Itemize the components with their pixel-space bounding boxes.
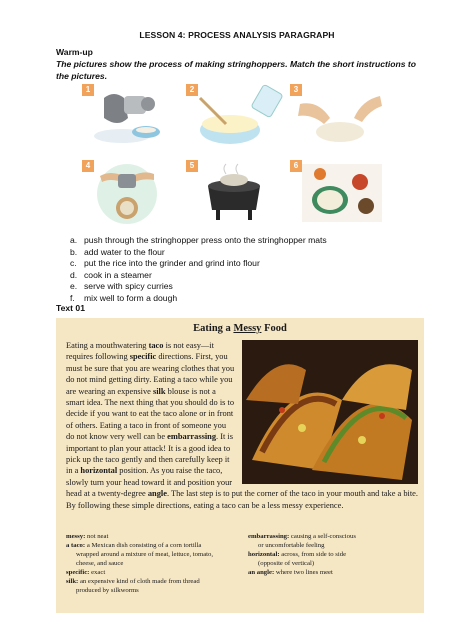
glossary-def: not neat [87, 533, 109, 540]
figure-3 [290, 84, 390, 148]
figure-number: 6 [290, 160, 302, 172]
taco-photo [242, 340, 418, 484]
serving-plate-icon [290, 160, 390, 224]
glossary-def: causing a self-conscious [290, 533, 356, 540]
figure-number: 1 [82, 84, 94, 96]
warmup-instruction: The pictures show the process of making stringhoppers. Match the short instructions to the pictures. [56, 59, 417, 81]
list-item [70, 281, 327, 293]
list-item [70, 270, 327, 282]
item-letter: a. [70, 235, 78, 245]
keyword-specific: specific [129, 352, 157, 362]
figure-1 [82, 84, 182, 148]
body-text: is not easy—it requires following [66, 341, 214, 362]
item-letter: b. [70, 246, 78, 257]
figure-6 [290, 160, 390, 224]
glossary-def-cont: produced by silkworms [76, 587, 139, 594]
mix-dough-icon [290, 84, 390, 148]
glossary-term: messy: [66, 533, 86, 540]
body-text: position. As you raise the taco, slowly turn your head toward it and position your head at a twenty-degree [66, 466, 233, 499]
item-text: add water to the flour [84, 246, 165, 257]
figure-number: 4 [82, 160, 94, 172]
body-text: directions. First, you must be sure that you are wearing clothes that you do not mind getting dirty. Eating a taco while you are wearing an expensive [66, 352, 235, 396]
glossary-entry [248, 568, 418, 577]
text-01-label: Text 01 [56, 303, 85, 313]
article-title [56, 323, 424, 334]
figure-2 [186, 84, 286, 148]
glossary-def-cont: cheese, and sauce [76, 560, 124, 567]
grinder-icon [82, 84, 182, 148]
taco-image [242, 340, 418, 484]
item-letter: c. [70, 258, 77, 269]
glossary-term: silk: [66, 578, 79, 585]
glossary-entry [248, 550, 418, 559]
glossary-def: a Mexican dish consisting of a corn tortilla [86, 542, 202, 549]
glossary-term: horizontal: [248, 551, 280, 558]
list-item [70, 247, 327, 259]
glossary-term: specific: [66, 569, 90, 576]
body-text: Eating a mouthwatering [66, 341, 149, 350]
glossary-def: an expensive kind of cloth made from thread [79, 578, 200, 585]
item-letter: e. [70, 281, 78, 292]
glossary-entry [66, 532, 236, 541]
glossary-def: exact [91, 569, 106, 576]
item-text: put the rice into the grinder and grind into flour [84, 258, 260, 269]
keyword-angle: angle [147, 489, 167, 499]
item-text: mix well to form a dough [84, 292, 178, 303]
title-part: Eating a [193, 323, 234, 334]
keyword-horizontal: horizontal [80, 466, 118, 476]
stringhopper-press-icon [82, 160, 182, 224]
keyword-silk: silk [152, 386, 166, 396]
instruction-list [70, 235, 327, 305]
steamer-icon [186, 160, 286, 224]
article-body [66, 340, 418, 511]
item-letter: f. [70, 292, 75, 303]
item-letter: d. [70, 269, 78, 280]
figure-number: 3 [290, 84, 302, 96]
figure-number: 5 [186, 160, 198, 172]
glossary-def-cont: or uncomfortable feeling [258, 542, 325, 549]
body-text: blouse is not a smart idea. The next thing that you should do is to decide if you want to eat the taco alone or in front of others. Eating a taco in front of someone you do not know very well can be [66, 386, 235, 442]
glossary-entry [66, 577, 236, 586]
glossary-entry [66, 541, 236, 550]
glossary-term: a taco: [66, 542, 86, 549]
figure-5 [186, 160, 286, 224]
keyword-embarrassing: embarrassing [167, 432, 217, 442]
figure-number: 2 [186, 84, 198, 96]
list-item [70, 258, 327, 270]
glossary-entry [66, 568, 236, 577]
item-text: cook in a steamer [84, 269, 152, 280]
figure-4 [82, 160, 182, 224]
list-item [70, 293, 327, 305]
keyword-taco: taco [148, 341, 164, 350]
pour-water-icon [186, 84, 286, 148]
glossary-def: where two lines meet [275, 569, 333, 576]
glossary-left [66, 532, 236, 595]
item-text: push through the stringhopper press onto the stringhopper mats [84, 235, 327, 245]
article-panel [56, 318, 424, 613]
body-text: . It is important to plan your attack! It is a good idea to pick up the taco gently and then carefully keep it in a [66, 432, 234, 476]
glossary-def-cont: wrapped around a mixture of meat, lettuce, tomato, [76, 551, 214, 558]
item-text: serve with spicy curries [84, 281, 173, 292]
glossary-right [248, 532, 418, 595]
glossary-term: embarrassing: [248, 533, 290, 540]
glossary-term: an angle: [248, 569, 275, 576]
title-part: Food [261, 323, 287, 334]
list-item [70, 235, 327, 247]
lesson-title: LESSON 4: PROCESS ANALYSIS PARAGRAPH [139, 30, 335, 40]
glossary-def-cont: (opposite of vertical) [258, 560, 315, 567]
warmup-label: Warm-up [56, 47, 93, 57]
glossary-entry [248, 532, 418, 541]
glossary-def: across, from side to side [281, 551, 347, 558]
glossary [66, 532, 418, 595]
title-keyword: Messy [233, 323, 262, 334]
body-text: . The last step is to put the corner of the taco in your mouth and take a bite. By following these simple directions, eating a taco can be a less messy experience. [66, 489, 418, 510]
